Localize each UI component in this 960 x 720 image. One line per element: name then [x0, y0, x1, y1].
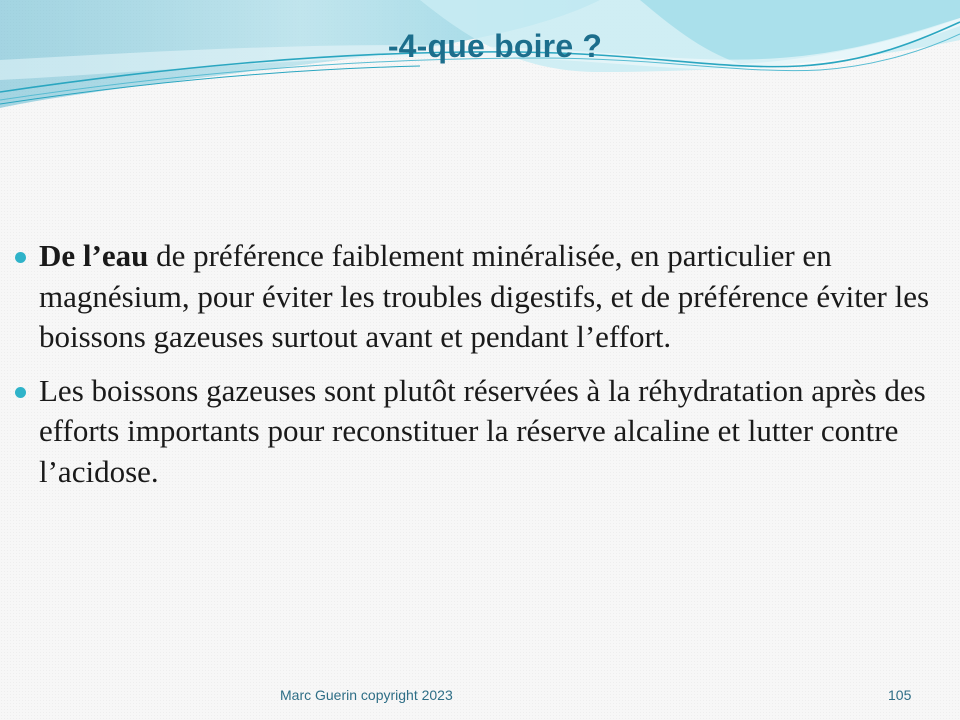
bullet-list [14, 236, 934, 505]
bullet-text: Les boissons gazeuses sont plutôt réservées à la réhydratation après des efforts importants pour reconstituer la réserve alcaline et lutter contre l’acidose. [39, 372, 926, 489]
bullet-bold-text: De l’eau [39, 238, 149, 273]
bullet-text: de préférence faiblement minéralisée, en particulier en magnésium, pour éviter les troubles digestifs, et de préférence éviter les boissons gazeuses surtout avant et pendant l’effort. [39, 238, 930, 354]
slide-number: 105 [888, 687, 912, 703]
slide-title: -4-que boire ? [387, 28, 603, 64]
bullet-item [14, 371, 934, 493]
bullet-item [14, 236, 934, 358]
bullet-dot-icon [15, 387, 26, 398]
bullet-dot-icon [15, 252, 26, 263]
footer-copyright: Marc Guerin copyright 2023 [280, 687, 453, 703]
